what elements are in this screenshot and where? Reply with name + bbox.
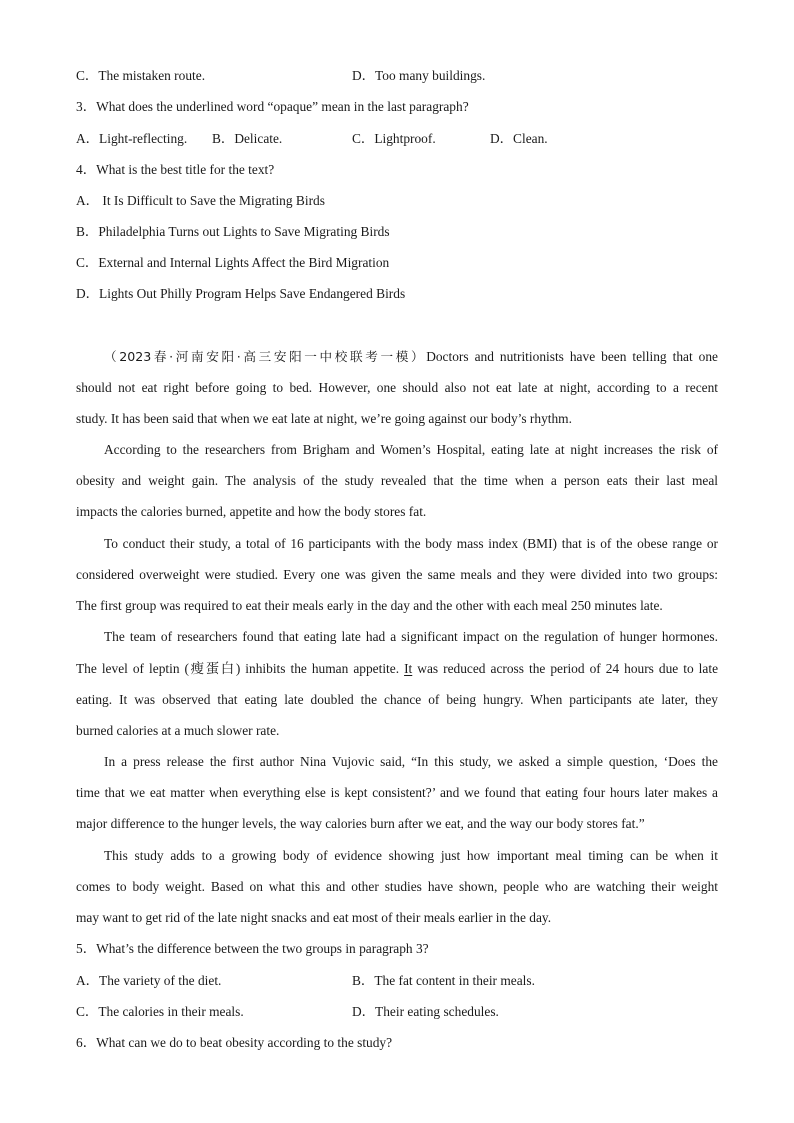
passage-p1-line3: study. It has been said that when we eat late at night, we’re going against our body’s rhythm.: [76, 411, 572, 426]
q5-stem: 5．What’s the difference between the two groups in paragraph 3?: [76, 941, 429, 956]
q3-option-c: C．Lightproof.: [352, 131, 436, 146]
q5-option-c: C．The calories in their meals.: [76, 1004, 244, 1019]
passage-p2-line1: According to the researchers from Brigham and Women’s Hospital, eating late at night increases the risk of: [104, 442, 718, 457]
q3-stem: 3．What does the underlined word “opaque” mean in the last paragraph?: [76, 99, 469, 114]
q5-option-d: D．Their eating schedules.: [352, 1004, 499, 1019]
q4-option-a: A． It Is Difficult to Save the Migrating Birds: [76, 193, 325, 208]
underlined-it: It: [404, 661, 413, 676]
q2-option-d: D．Too many buildings.: [352, 68, 486, 83]
q6-stem: 6．What can we do to beat obesity according to the study?: [76, 1035, 393, 1050]
passage-p4-line3: eating. It was observed that eating late doubled the chance of being hungry. When participants ate later, they: [76, 692, 718, 707]
passage-p3-line2: considered overweight were studied. Every one was given the same meals and they were divided into two groups:: [76, 567, 718, 582]
passage-p4-line4: burned calories at a much slower rate.: [76, 723, 280, 738]
passage-p3-line1: To conduct their study, a total of 16 participants with the body mass index (BMI) that is of the obese range or: [104, 536, 718, 551]
passage-p2-line3: impacts the calories burned, appetite and how the body stores fat.: [76, 504, 427, 519]
q5-option-b: B．The fat content in their meals.: [352, 973, 535, 988]
q4-stem: 4．What is the best title for the text?: [76, 162, 275, 177]
q5-option-a: A．The variety of the diet.: [76, 973, 222, 988]
passage-p5-line3: major difference to the hunger levels, the way calories burn after we eat, and the way our body stores fat.”: [76, 816, 645, 831]
passage-p4-line2: The level of leptin (瘦蛋白) inhibits the human appetite. It was reduced across the period of 24 hours due to late: [76, 661, 718, 676]
q2-option-c: C．The mistaken route.: [76, 68, 206, 83]
passage-p1-line1: （2023春·河南安阳·高三安阳一中校联考一模）Doctors and nutritionists have been telling that one: [104, 349, 718, 364]
passage-p6-line1: This study adds to a growing body of evidence showing just how important meal timing can be when it: [104, 848, 718, 863]
passage-p1-line2: should not eat right before going to bed. However, one should also not eat late at night, according to a recent: [76, 380, 718, 395]
passage-p3-line3: The first group was required to eat their meals early in the day and the other with each meal 250 minutes late.: [76, 598, 663, 613]
passage-source: （2023春·河南安阳·高三安阳一中校联考一模）: [104, 349, 427, 364]
passage-p5-line1: In a press release the first author Nina Vujovic said, “In this study, we asked a simple question, ‘Does the: [104, 754, 718, 769]
passage-p6-line2: comes to body weight. Based on what this and other studies have shown, people who are watching their weight: [76, 879, 718, 894]
q4-option-c: C．External and Internal Lights Affect the Bird Migration: [76, 255, 390, 270]
passage-p5-line2: time that we eat matter when everything else is kept consistent?’ and we found that eating four hours later makes a: [76, 785, 718, 800]
q3-option-a: A．Light-reflecting.: [76, 131, 188, 146]
q3-option-d: D．Clean.: [490, 131, 548, 146]
passage-p4-line1: The team of researchers found that eating late had a significant impact on the regulation of hunger hormones.: [104, 629, 718, 644]
q4-option-b: B．Philadelphia Turns out Lights to Save Migrating Birds: [76, 224, 390, 239]
q3-option-b: B．Delicate.: [212, 131, 283, 146]
q4-option-d: D．Lights Out Philly Program Helps Save Endangered Birds: [76, 286, 406, 301]
passage-p6-line3: may want to get rid of the late night snacks and eat most of their meals earlier in the day.: [76, 910, 552, 925]
passage-p2-line2: obesity and weight gain. The analysis of the study revealed that the time when a person eats their last meal: [76, 473, 718, 488]
